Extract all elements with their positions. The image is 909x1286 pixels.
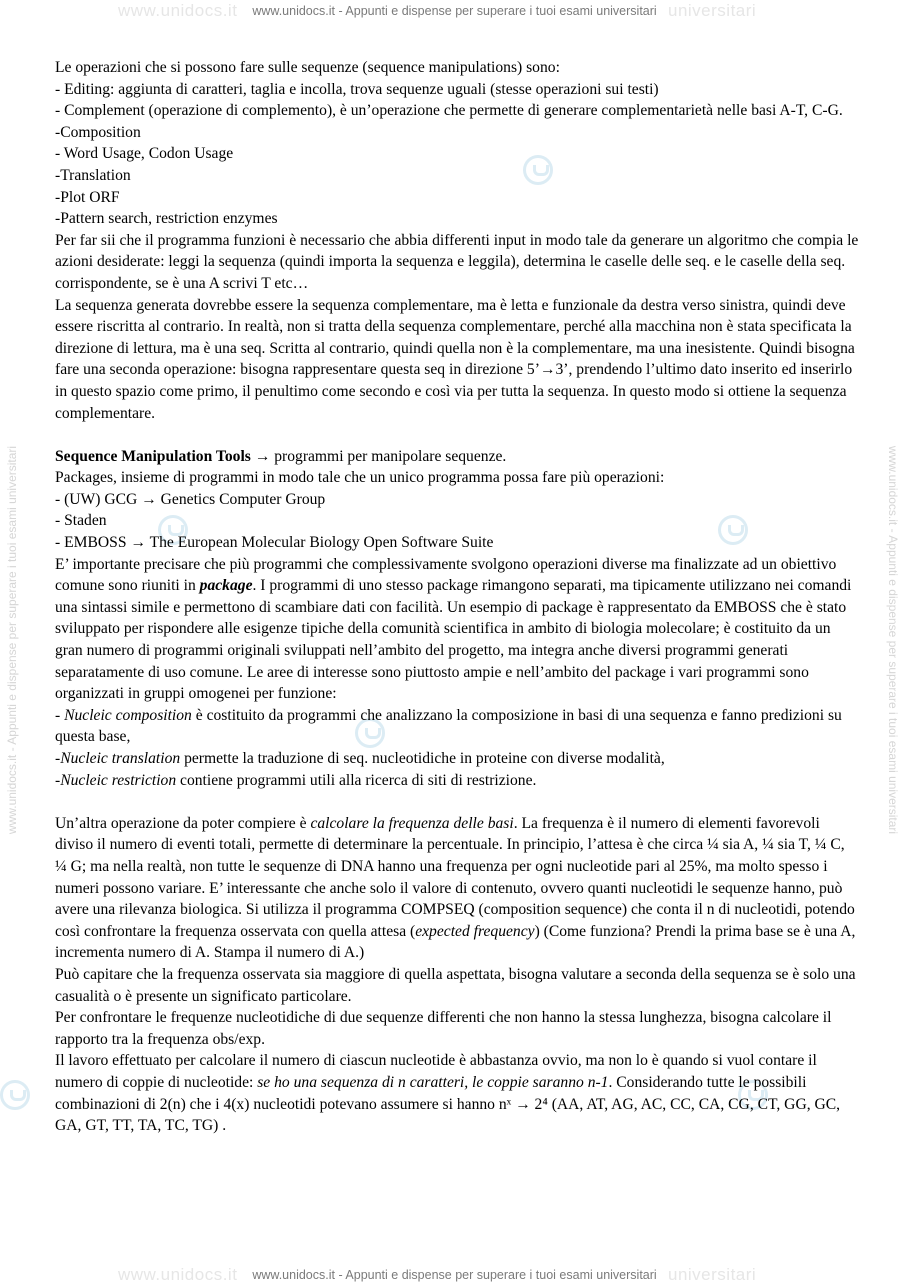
- list-item: -Translation: [55, 166, 131, 184]
- list-item: [55, 748, 860, 770]
- paragraph-text: permette la traduzione di seq. nucleotidiche in proteine con diverse modalità,: [180, 750, 665, 767]
- list-item: - Word Usage, Codon Usage: [55, 145, 234, 163]
- paragraph-text: -: [55, 706, 65, 724]
- list-item: [55, 705, 860, 748]
- paragraph-text: . I programmi di uno stesso package rimangono separati, ma tipicamente utilizzano nei comandi una sintassi simile e permettono di scambiare dati con facilità. Un esempio di package è rappresentato da EMBOSS che è stato sviluppato per rispondere alle esigenze tipiche della comunità scientifica in ambito di biologia molecolare; è costituito da un gran numero di programmi originali sviluppati nell’ambito del progetto, ma integra anche diversi programmi generati separatamente di uso comune. Le aree di interesse sono piuttosto ampie e nell’ambito del package i vari programmi sono organizzati in gruppi omogenei per funzione:: [55, 577, 852, 703]
- list-item: -Pattern search, restriction enzymes: [55, 210, 278, 228]
- emphasis-text: Nucleic restriction: [60, 771, 177, 789]
- paragraph: Per confrontare le frequenze nucleotidiche di due sequenze differenti che non hanno la stessa lunghezza, bisogna calcolare il rapporto tra la frequenza obs/exp.: [55, 1009, 832, 1048]
- ghost-watermark-left: www.unidocs.it: [118, 1, 238, 20]
- emphasis-text: calcolare la frequenza delle basi: [310, 814, 514, 832]
- paragraph: Le operazioni che si possono fare sulle sequenze (sequence manipulations) sono:: [55, 59, 560, 76]
- paragraph-text: . Considerando tutte le possibili combinazioni di 2(n) che i 4(x) nucleotidi potevano assumere si hanno nˣ → 2⁴ (AA, AT, AG, AC, CC, CA, CG, CT, GG, GC, GA, GT, TT, TA, TC, TG) .: [55, 1073, 841, 1135]
- list-item: - Editing: aggiunta di caratteri, taglia e incolla, trova sequenze uguali (stesse operazioni sui testi): [55, 80, 659, 98]
- paragraph-text: contiene programmi utili alla ricerca di siti di restrizione.: [176, 771, 537, 789]
- paragraph: [55, 554, 860, 705]
- paragraph-spacer: [55, 791, 860, 813]
- ghost-watermark-right: universitari: [668, 1265, 757, 1284]
- footer-watermark: [0, 1264, 909, 1286]
- ghost-watermark-left: www.unidocs.it: [118, 1265, 238, 1284]
- paragraph: [55, 1050, 860, 1136]
- list-item: -Composition: [55, 123, 141, 141]
- paragraph-text: E’ importante precisare che più programmi che complessivamente svolgono operazioni diverse ma finalizzate ad un obiettivo comune sono riuniti in: [55, 555, 837, 595]
- paragraph-text: ) (Come funziona? Prendi la prima base se è una A, incrementa numero di A. Stampa il numero di A.): [55, 922, 856, 962]
- unidocs-logo-watermark-icon: [0, 1080, 30, 1110]
- emphasis-text: se ho una sequenza di n caratteri, le coppie saranno n-1: [257, 1073, 609, 1091]
- paragraph: [55, 446, 860, 468]
- footer-banner-text: www.unidocs.it - Appunti e dispense per superare i tuoi esami universitari: [252, 1268, 657, 1282]
- section-heading: Sequence Manipulation Tools: [55, 447, 251, 465]
- list-item: - Complement (operazione di complemento), è un’operazione che permette di generare complementarietà nelle basi A-T, C-G.: [55, 102, 843, 120]
- emphasis-text: Nucleic composition: [64, 706, 192, 724]
- list-item: [55, 770, 860, 792]
- paragraph-text: -: [55, 771, 61, 789]
- paragraph-spacer: [55, 424, 860, 446]
- list-item: - EMBOSS → The European Molecular Biology Open Software Suite: [55, 534, 494, 552]
- emphasis-text: expected frequency: [415, 922, 535, 940]
- paragraph-text: Un’altra operazione da poter compiere è: [55, 814, 311, 832]
- paragraph-text: -: [55, 750, 61, 767]
- right-side-watermark: www.unidocs.it - Appunti e dispense per superare i tuoi esami universitari: [886, 445, 900, 835]
- document-body: [55, 57, 860, 1137]
- emphasis-text: package: [199, 577, 253, 595]
- paragraph-text: → programmi per manipolare sequenze.: [250, 447, 507, 465]
- header-watermark: [0, 0, 909, 22]
- left-side-watermark: www.unidocs.it - Appunti e dispense per superare i tuoi esami universitari: [5, 445, 19, 835]
- paragraph: Per far sii che il programma funzioni è necessario che abbia differenti input in modo tale da generare un algoritmo che compia le azioni desiderate: leggi la sequenza (quindi importa la sequenza e leggila), determina le caselle delle seq. e le caselle della seq. corrispondente, se è una A scrivi T etc…: [55, 231, 859, 292]
- paragraph-text: . La frequenza è il numero di elementi favorevoli diviso il numero di eventi totali, permette di determinare la percentuale. In principio, l’attesa è che circa ¼ sia A, ¼ sia T, ¼ C, ¼ G; ma nella realtà, non tutte le sequenze di DNA hanno una frequenza per ogni nucleotide pari al 25%, ma molto spesso i numeri possono variare. E’ interessante che anche solo il valore di contenuto, ovvero quanti nucleotidi le sequenze hanno, può avere una rilevanza biologica. Si utilizza il programma COMPSEQ (composition sequence) che conta il n di nucleotidi, potendo così confrontare la frequenza osservata con quella attesa (: [55, 814, 855, 940]
- paragraph: La sequenza generata dovrebbe essere la sequenza complementare, ma è letta e funzionale da destra verso sinistra, quindi deve essere riscritta al contrario. In realtà, non si tratta della sequenza complementare, perché alla macchina non è stata specificata la direzione di lettura, ma è una seq. Scritta al contrario, quindi quella non è la complementare, ma una inesistente. Quindi bisogna fare una seconda operazione: bisogna rappresentare questa seq in direzione 5’→3’, prendendo l’ultimo dato inserito ed inserirlo in questo spazio come primo, il penultimo come secondo e così via per tutta la sequenza. In questo modo si ottiene la sequenza complementare.: [55, 296, 855, 422]
- header-banner-text: www.unidocs.it - Appunti e dispense per superare i tuoi esami universitari: [252, 4, 657, 18]
- list-item: - (UW) GCG → Genetics Computer Group: [55, 490, 326, 508]
- paragraph-text: è costituito da programmi che analizzano la composizione in basi di una sequenza e fanno predizioni su questa base,: [55, 706, 842, 746]
- ghost-watermark-right: universitari: [668, 1, 757, 20]
- list-item: -Plot ORF: [55, 188, 120, 206]
- paragraph-text: Il lavoro effettuato per calcolare il numero di ciascun nucleotide è abbastanza ovvio, ma non lo è quando si vuol contare il numero di coppie di nucleotide:: [55, 1052, 817, 1091]
- list-item: - Staden: [55, 512, 107, 530]
- paragraph: [55, 813, 860, 964]
- paragraph: Packages, insieme di programmi in modo tale che un unico programma possa fare più operazioni:: [55, 469, 665, 487]
- paragraph: Può capitare che la frequenza osservata sia maggiore di quella aspettata, bisogna valutare a seconda della sequenza se è solo una casualità o è presente un significato particolare.: [55, 965, 856, 1005]
- emphasis-text: Nucleic translation: [60, 750, 181, 767]
